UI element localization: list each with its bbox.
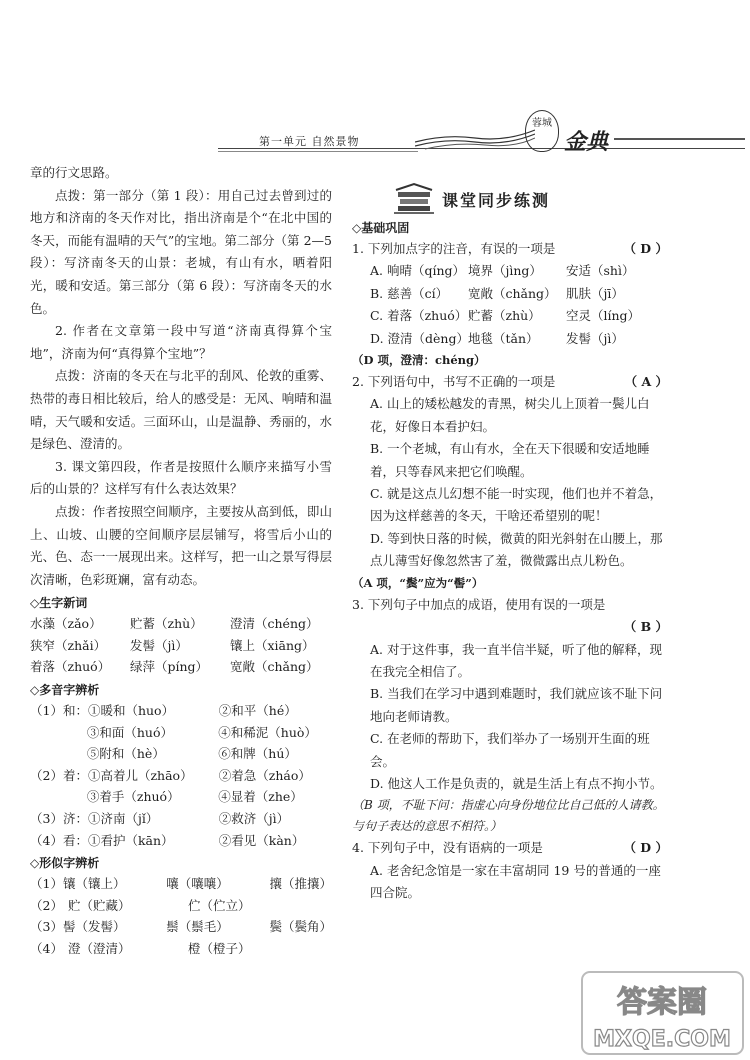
polyphone-item: ③和面（huó） [86, 724, 174, 740]
vocab-item: 发髻（jì） [130, 637, 188, 653]
similar-char-num: （4） [30, 941, 63, 956]
option-cell: 地毯（tǎn） [468, 330, 539, 346]
option-text: 等到快日落的时候，微黄的阳光斜射在山腰上，那点儿薄雪好像忽然害了羞，微微露出点儿粉色。 [370, 530, 663, 569]
right-column [352, 180, 668, 905]
answer-paragraph-3: 点拨：作者按照空间顺序，主要按从高到低，即山上、山坡、山腰的空间顺序层层铺写，将雪后小山的光、色、态一一展现出来。这样写，把一山之景写得层次清晰，色彩斑斓，富有动态。 [30, 503, 332, 587]
similar-char-row [30, 895, 332, 917]
polyphone-row [30, 722, 332, 744]
section-banner [392, 180, 668, 216]
similar-char-item: 鬃（鬃毛） [166, 919, 229, 935]
vocab-item: 澄清（chéng） [230, 616, 319, 632]
polyphone-item: ②着急（zháo） [218, 767, 311, 783]
option-text: 他这人工作是负责的，就是生活上有点不拘小节。 [387, 775, 663, 791]
option-item [352, 860, 668, 905]
question-block-4 [352, 837, 668, 904]
polyphone-item: ①暖和（huo） [87, 703, 175, 719]
polyphone-num [30, 786, 87, 808]
option-label: A. [370, 862, 384, 878]
question-text: 3. 下列句子中加点的成语，使用有误的一项是 [352, 596, 606, 612]
similar-char-num: （1） [30, 876, 63, 892]
option-cell: B. 慈善（cí） [370, 285, 449, 301]
vocab-item: 水藻（zǎo） [30, 616, 102, 632]
answer-badge: （ A ） [624, 374, 668, 390]
logo-underline [614, 138, 745, 140]
option-cell: 境界（jìng） [468, 263, 542, 279]
option-cell: 肌肤（jī） [566, 285, 624, 301]
option-label: A. [370, 396, 384, 412]
option-label: A. [370, 641, 384, 657]
similar-char-item: 伫（伫立） [188, 897, 251, 913]
polyphone-row [30, 743, 332, 765]
header-rule-secondary [218, 151, 418, 152]
option-cell: D. 澄清（dèng） [370, 330, 469, 346]
option-label: D. [370, 775, 384, 791]
answer-note: （A 项，“鬓”应为“髻”） [352, 575, 484, 590]
polyphone-num: （1）和： [30, 703, 88, 719]
option-item [352, 483, 668, 528]
vocab-item: 绿萍（píng） [130, 659, 209, 675]
similar-char-num: （3） [30, 919, 63, 935]
option-item [352, 773, 668, 795]
option-item [352, 728, 668, 773]
answer-badge: （ D ） [623, 840, 668, 856]
polyphone-item: ①高着儿（zhāo） [87, 767, 193, 783]
header-wave-lines-icon [415, 120, 535, 150]
polyphone-item: ③着手（zhuó） [86, 789, 180, 805]
similar-char-item: 鬓（鬓角） [269, 919, 332, 935]
option-cell: 空灵（líng） [566, 308, 641, 324]
question-stem [352, 238, 668, 260]
polyphone-item: ⑥和牌（hú） [218, 746, 297, 762]
banner-title: 课堂同步练测 [442, 191, 551, 210]
vocab-row [30, 656, 332, 678]
vocab-item: 着落（zhuó） [30, 659, 111, 675]
option-label: C. [370, 486, 384, 502]
question-3: 3. 课文第四段，作者是按照什么顺序来描写小雪后的山景的？这样写有什么表达效果？ [30, 458, 332, 497]
question-block-1 [352, 238, 668, 371]
option-label: B. [370, 441, 384, 457]
watermark-bottom-text: MXQE.COM [593, 1027, 731, 1052]
question-text: 2. 下列语句中，书写不正确的一项是 [352, 374, 556, 390]
question-stem [352, 371, 668, 393]
polyphone-item: ⑤附和（hè） [86, 746, 165, 762]
logo-seal: 蓉城 [525, 110, 559, 152]
option-cell: C. 着落（zhuó） [370, 308, 468, 324]
vocab-item: 贮蓄（zhù） [130, 616, 203, 632]
polyphone-row [30, 700, 332, 722]
polyphone-table [30, 700, 332, 851]
top-blank-margin [0, 0, 750, 128]
left-column [30, 162, 332, 960]
polyphone-num [30, 722, 87, 744]
option-text: 在老师的帮助下，我们举办了一场别开生面的班会。 [370, 731, 650, 769]
option-item [352, 438, 668, 483]
similar-char-item: 橙（橙子） [188, 941, 251, 956]
similar-char-num: （2） [30, 897, 63, 913]
answer-paragraph-1: 点拨：第一部分（第 1 段）：用自己过去曾到过的地方和济南的冬天作对比，指出济南是个“在北中国的冬天，而能有温晴的天气”的宝地。第二部分（第 2—5 段）：写济南冬天的山景：老城，有山有水，晒着阳光，暖和安适。第三部分（第 6 段）：写济南冬天的水色。 [30, 187, 332, 316]
option-row [352, 260, 668, 282]
vocab-table [30, 613, 332, 678]
polyphone-item: ④和稀泥（huò） [218, 724, 317, 740]
option-row [352, 283, 668, 305]
similar-char-item: 髻（发髻） [62, 919, 126, 935]
option-label: D. [370, 530, 384, 546]
vocab-item: 镶上（xiāng） [230, 637, 315, 653]
option-cell: 宽敞（chǎng） [468, 285, 557, 301]
vocab-section-title: ◇生字新词 [30, 596, 88, 611]
option-cell: 贮蓄（zhù） [468, 308, 541, 324]
polyphone-num [30, 743, 87, 765]
question-2: 2. 作者在文章第一段中写道“济南真得算个宝地”，济南为何“真得算个宝地”？ [30, 323, 332, 361]
question-stem [352, 594, 668, 616]
option-item [352, 683, 668, 728]
polyphone-item: ②救济（jì） [218, 811, 290, 827]
option-item [352, 528, 668, 573]
book-stack-icon [392, 180, 436, 216]
logo-brand: 金典 [564, 129, 609, 155]
option-text: 当我们在学习中遇到难题时，我们就应该不耻下问地向老师请教。 [370, 686, 663, 724]
question-text: 1. 下列加点字的注音，有误的一项是 [352, 241, 556, 256]
similar-char-row [30, 916, 332, 938]
similar-char-row [30, 873, 332, 895]
watermark-top-text: 答案圈 [617, 985, 707, 1020]
option-label: C. [370, 731, 384, 747]
answer-note: （D 项，澄清：chéng） [352, 353, 486, 368]
vocab-row [30, 613, 332, 635]
option-label: B. [370, 686, 384, 702]
option-text: 就是这点儿幻想不能一时实现，他们也并不着急，因为这样慈善的冬天，干啥还希望别的呢！ [370, 486, 663, 524]
option-item [352, 639, 668, 684]
polyphone-item: ①济南（jǐ） [87, 811, 159, 827]
polyphone-row [30, 765, 332, 787]
similar-char-row [30, 938, 332, 960]
polyphone-item: ①看护（kān） [87, 832, 174, 848]
similar-char-table [30, 873, 332, 959]
polyphone-section-title: ◇多音字辨析 [30, 683, 100, 698]
option-text: 对于这件事，我一直半信半疑，听了他的解释，现在我完全相信了。 [370, 641, 663, 679]
option-cell: A. 响晴（qíng） [370, 263, 466, 279]
polyphone-row [30, 830, 332, 852]
polyphone-num: （3）济： [30, 811, 88, 827]
vocab-row [30, 635, 332, 657]
option-text: 老舍纪念馆是一家在丰富胡同 19 号的普通的一座四合院。 [370, 862, 661, 901]
answer-note: （B 项，不耻下问：指虚心向身份地位比自己低的人请教。与句子表达的意思不相符。） [352, 798, 665, 834]
polyphone-item: ④显着（zhe） [218, 789, 303, 805]
polyphone-row [30, 808, 332, 830]
similar-char-item: 贮（贮藏） [68, 897, 131, 913]
option-item [352, 393, 668, 438]
option-cell: 安适（shì） [566, 263, 635, 279]
basic-section-title: ◇基础巩固 [352, 221, 410, 235]
option-cell: 发髻（jì） [566, 330, 624, 346]
polyphone-item: ②和平（hé） [218, 703, 297, 719]
option-row [352, 305, 668, 327]
polyphone-row [30, 786, 332, 808]
similar-char-item: 嚷（嚷嚷） [166, 876, 229, 892]
answer-paragraph-2: 点拨：济南的冬天在与北平的刮风、伦敦的重雾、热带的毒日相比较后，给人的感受是：无风、响晴和温晴，天气暖和安适。三面环山，山是温静、秀丽的，水是绿色、澄清的。 [30, 368, 332, 452]
site-watermark-logo [580, 970, 745, 1056]
option-text: 山上的矮松越发的青黑，树尖儿上顶着一鬓儿白花，好像日本看护妇。 [370, 396, 650, 434]
polyphone-item: ②看见（kàn） [218, 832, 305, 848]
intro-line: 章的行文思路。 [30, 165, 118, 180]
polyphone-num: （4）看： [30, 832, 88, 848]
vocab-item: 狭窄（zhǎi） [30, 637, 107, 653]
polyphone-num: （2）着： [30, 767, 88, 783]
question-text: 4. 下列句子中，没有语病的一项是 [352, 840, 543, 856]
similar-char-item: 镶（镶上） [62, 876, 126, 892]
answer-badge: （ B ） [623, 619, 668, 635]
option-row [352, 328, 668, 350]
question-stem [352, 837, 668, 859]
page-header-title: 第一单元 自然景物 [259, 135, 360, 148]
answer-badge: （ D ） [623, 241, 668, 256]
similar-char-item: 澄（澄清） [68, 941, 131, 956]
question-block-3 [352, 594, 668, 838]
vocab-item: 宽敞（chǎng） [230, 659, 319, 675]
similar-char-section-title: ◇形似字辨析 [30, 856, 100, 871]
similar-char-item: 攘（推攘） [269, 876, 332, 892]
question-block-2 [352, 371, 668, 594]
option-text: 一个老城，有山有水，全在天下很暖和安适地睡着，只等春风来把它们唤醒。 [370, 441, 650, 479]
